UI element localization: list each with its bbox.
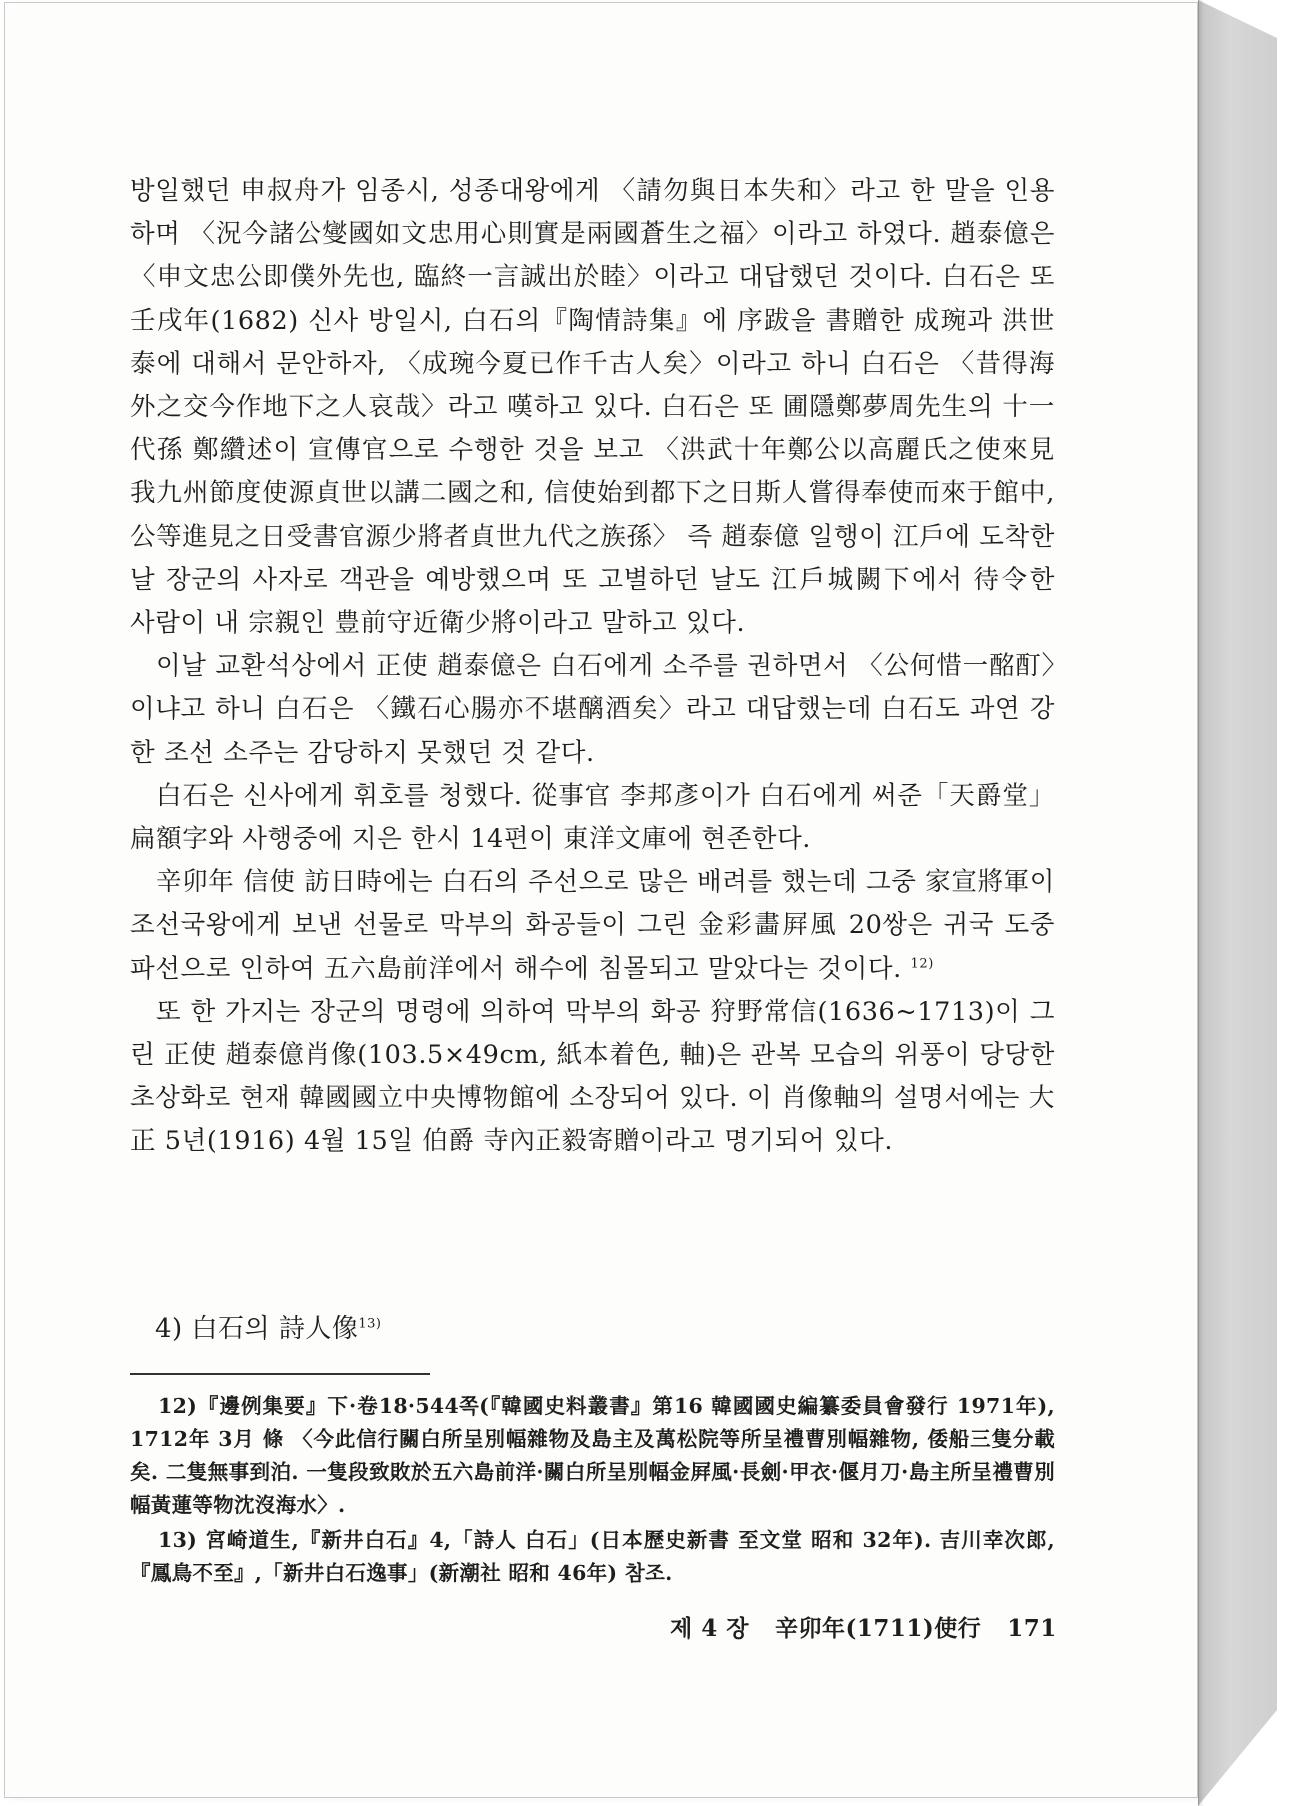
footnotes bbox=[130, 1390, 1055, 1592]
footnote-13: 13) 宮崎道生,『新井白石』4,「詩人 白石」(日本歷史新書 至文堂 昭和 32年). 吉川幸次郎,『鳳鳥不至』,「新井白石逸事」(新潮社 昭和 46年) 참조. bbox=[130, 1528, 1055, 1585]
page-footer bbox=[670, 1610, 1083, 1643]
paragraph-2: 이날 교환석상에서 正使 趙泰億은 白石에게 소주를 권하면서 〈公何惜一酩酊〉이냐고 하니 白石은 〈鐵石心腸亦不堪醨酒矣〉라고 대답했는데 白石도 과연 강한 조선 소주는 감당하지 못했던 것 같다. bbox=[130, 651, 1055, 768]
paragraph-5: 또 한 가지는 장군의 명령에 의하여 막부의 화공 狩野常信(1636~1713)이 그린 正使 趙泰億肖像(103.5×49cm, 紙本着色, 軸)은 관복 모습의 위풍이 당당한 초상화로 현재 韓國國立中央博物館에 소장되어 있다. 이 肖像軸의 설명서에는 大正 5년(1916) 4월 15일 伯爵 寺內正毅寄贈이라고 명기되어 있다. bbox=[130, 996, 1055, 1157]
paragraph-1: 방일했던 申叔舟가 임종시, 성종대왕에게 〈請勿與日本失和〉라고 한 말을 인용하며 〈況今諸公燮國如文忠用心則實是兩國蒼生之福〉이라고 하였다. 趙泰億은 〈申文忠公即僕外先也, 臨終一言誠出於睦〉이라고 대답했던 것이다. 白石은 또 壬戌年(1682) 신사 방일시, 白石의『陶情詩集』에 序跋을 書贈한 成琬과 洪世泰에 대해서 문안하자, 〈成琬今夏已作千古人矣〉이라고 하니 白石은 〈昔得海外之交今作地下之人哀哉〉라고 嘆하고 있다. 白石은 또 圃隱鄭夢周先生의 十一代孫 鄭纘述이 宣傳官으로 수행한 것을 보고 〈洪武十年鄭公以高麗氏之使來見我九州節度使源貞世以講二國之和, 信使始到都下之日斯人嘗得奉使而來于館中, 公等進見之日受書官源少將者貞世九代之族孫〉 즉 趙泰億 일행이 江戶에 도착한 날 장군의 사자로 객관을 예방했으며 또 고별하던 날도 江戶城闕下에서 待令한 사람이 내 宗親인 豊前守近衛少將이라고 말하고 있다. bbox=[130, 176, 1055, 639]
section-heading bbox=[155, 1308, 381, 1345]
footnote-ref-12: 12) bbox=[910, 956, 934, 972]
chapter-label: 제 4 장 bbox=[670, 1615, 749, 1642]
body-text bbox=[130, 170, 1055, 1164]
section-heading-text: 4) 白石의 詩人像 bbox=[155, 1314, 359, 1344]
paragraph-4-text: 辛卯年 信使 訪日時에는 白石의 주선으로 많은 배려를 했는데 그중 家宣將軍이 조선국왕에게 보낸 선물로 막부의 화공들이 그린 金彩畵屛風 20쌍은 귀국 도중 파선으로 인하여 五六島前洋에서 해수에 침몰되고 말았다는 것이다. bbox=[130, 867, 1055, 984]
chapter-title: 辛卯年(1711)使行 bbox=[774, 1615, 982, 1642]
book-spine-edge bbox=[1198, 0, 1277, 1806]
paragraph-3: 白石은 신사에게 휘호를 청했다. 從事官 李邦彥이가 白石에게 써준「天爵堂」扁額字와 사행중에 지은 한시 14편이 東洋文庫에 현존한다. bbox=[130, 780, 1055, 855]
page-number: 171 bbox=[1007, 1615, 1057, 1642]
book-spine-shade bbox=[1198, 0, 1204, 1806]
footnote-12: 12)『邊例集要』下·卷18·544쪽(『韓國史料叢書』第16 韓國國史編纂委員會發行 1971年), 1712年 3月 條 〈今此信行關白所呈別幅雜物及島主及萬松院等所呈禮曹別幅雜物, 倭船三隻分載矣. 二隻無事到泊. 一隻段致敗於五六島前洋·關白所呈別幅金屛風·長劍·甲衣·偃月刀·島主所呈禮曹別幅黃蓮等物沈沒海水〉. bbox=[130, 1394, 1055, 1517]
footnote-ref-13: 13) bbox=[358, 1316, 382, 1332]
paragraph-4 bbox=[130, 861, 1055, 991]
footnote-divider bbox=[130, 1373, 430, 1375]
